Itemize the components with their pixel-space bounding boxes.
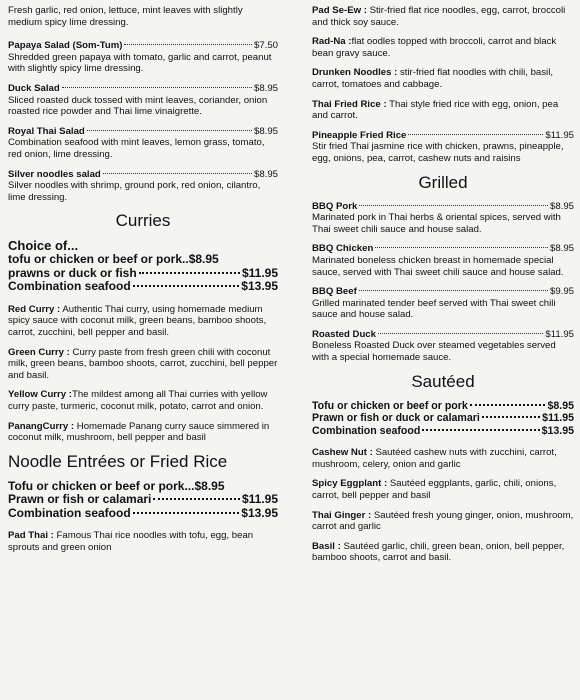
choice-text: Combination seafood	[312, 424, 421, 437]
choice-text: Tofu or chicken or beef or pork	[312, 399, 468, 412]
item-description: The mildest among all Thai curries with yellow curry paste, turmeric, coconut milk, potato, carrot and onion.	[8, 389, 268, 412]
section-title-curries: Curries	[115, 211, 171, 231]
choice-heading: Choice of...	[8, 238, 79, 254]
right-column	[312, 0, 574, 572]
item-name: Pad Se-Ew :	[312, 5, 367, 16]
item-name: Cashew Nut :	[312, 447, 373, 459]
item-name: Royal Thai Salad	[8, 125, 85, 137]
item-name: BBQ Chicken	[312, 243, 374, 255]
item-description: Sautéed fresh young ginger, onion, mushroom, carrot and garlic	[312, 509, 574, 533]
noodles-choices	[8, 480, 278, 521]
choice-price: $8.95	[547, 399, 574, 412]
item-name: Rad-Na :	[312, 36, 352, 48]
item-description: Sautéed eggplants, garlic, chili, onions, carrot, bell pepper and basil	[312, 478, 557, 501]
choice-text: Tofu or chicken or beef or pork...	[8, 478, 195, 493]
section-title-noodles: Noodle Entrées or Fried Rice	[8, 451, 228, 471]
menu-item-pineapple-fried-rice	[312, 130, 574, 165]
item-description: Boneless Roasted Duck over steamed vegetables served with a special homemade sauce.	[312, 340, 556, 364]
choice-text: prawns or duck or fish	[8, 265, 137, 280]
choice-price: $8.95	[194, 478, 225, 493]
item-name: Roasted Duck	[312, 328, 376, 340]
item-description: Marinated boneless chicken breast in homemade special sauce, served with Thai sweet chili sauce and house salad.	[312, 254, 564, 278]
item-description: Shredded green papaya with tomato, garlic and carrot, peanut with slightly spicy lime dressing.	[8, 51, 272, 75]
item-price: $8.95	[253, 82, 278, 94]
menu-item-bbq-pork	[312, 201, 574, 236]
choice-price: $11.95	[241, 492, 278, 507]
curries-choices	[8, 239, 278, 294]
menu-item-panang-curry	[8, 421, 278, 444]
item-description: Sliced roasted duck tossed with mint leaves, coriander, onion roasted rice powder and Thai lime vinaigrette.	[8, 94, 268, 118]
item-price: $11.95	[545, 328, 574, 340]
choice-price: $8.95	[188, 252, 219, 267]
item-name: Pad Thai :	[8, 530, 54, 542]
item-description: Sautéed cashew nuts with zucchini, carrot, mushroom, celery, onion and garlic	[312, 447, 557, 470]
choice-text: Combination seafood	[8, 505, 131, 520]
item-name: Yellow Curry :	[8, 389, 72, 401]
item-price: $8.95	[549, 243, 574, 255]
menu-item-roasted-duck	[312, 329, 574, 364]
item-name: Thai Ginger :	[312, 509, 372, 521]
left-column	[8, 0, 278, 561]
item-description: Combination seafood with mint leaves, lemon grass, tomato, red onion, lime dressing.	[8, 137, 265, 160]
menu-item-red-curry	[8, 304, 278, 339]
sauteed-choices	[312, 400, 574, 438]
choice-text: Prawn or fish or duck or calamari	[312, 412, 480, 425]
choice-text: tofu or chicken or beef or pork..	[8, 252, 189, 267]
choice-price: $11.95	[241, 265, 278, 280]
menu-item-drunken-noodles	[312, 67, 574, 90]
menu-item-royal-thai-salad	[8, 126, 278, 161]
item-description: Stir fried Thai jasmine rice with chicken, prawns, pineapple, egg, onions, pea, carrot, cashew nuts and raisins	[312, 141, 564, 164]
menu-item-pad-thai	[8, 530, 278, 553]
item-name: Spicy Eggplant :	[312, 478, 388, 490]
menu-item-spicy-eggplant	[312, 478, 574, 501]
item-price: $9.95	[549, 286, 574, 298]
item-name: PanangCurry :	[8, 420, 75, 432]
item-description: Grilled marinated tender beef served with Thai sweet chili sauce and house salad.	[312, 297, 556, 321]
item-name: Silver noodles salad	[8, 168, 101, 180]
item-name: BBQ Pork	[312, 200, 358, 212]
item-description: Silver noodles with shrimp, ground pork, red onion, cilantro, lime dressing.	[8, 180, 261, 203]
item-name: Pineapple Fried Rice	[312, 129, 407, 141]
item-name: Drunken Noodles :	[312, 67, 398, 79]
item-name: Basil :	[312, 540, 341, 552]
menu-item-rad-na	[312, 36, 574, 59]
item-name: Duck Salad	[8, 82, 60, 94]
item-price: $7.50	[253, 40, 278, 52]
item-name: Green Curry :	[8, 346, 70, 358]
menu-item-cashew-nut	[312, 447, 574, 470]
menu-item-silver-noodles-salad	[8, 169, 278, 204]
item-name: Thai Fried Rice :	[312, 98, 387, 110]
item-description: Sautéed garlic, chili, green bean, onion, bell pepper, bamboo shoots, carrot and basil.	[312, 540, 565, 564]
menu-item-papaya-salad	[8, 40, 278, 75]
choice-price: $13.95	[541, 424, 574, 437]
menu-item-bbq-chicken	[312, 243, 574, 278]
item-description: Thai style fried rice with egg, onion, pea and carrot.	[312, 98, 559, 122]
item-description: Authentic Thai curry, using homemade medium spicy sauce with coconut milk, green beans, bamboo shoots, carrot, zucchini, bell pepper and basil.	[8, 303, 267, 338]
section-title-grilled: Grilled	[418, 172, 468, 192]
top-description: Fresh garlic, red onion, lettuce, mint leaves with slightly medium spicy lime dressing.	[8, 5, 243, 28]
choice-price: $13.95	[241, 279, 278, 294]
item-name: Papaya Salad (Som-Tum)	[8, 40, 123, 52]
choice-price: $11.95	[542, 412, 574, 425]
choice-text: Prawn or fish or calamari	[8, 492, 152, 507]
menu-item-basil	[312, 541, 574, 564]
menu-item-yellow-curry	[8, 389, 278, 412]
item-description: Marinated pork in Thai herbs & oriental spices, served with Thai sweet chili sauce and house salad.	[312, 212, 561, 235]
item-price: $8.95	[549, 200, 574, 212]
menu-item-green-curry	[8, 347, 278, 382]
choice-price: $13.95	[241, 505, 278, 520]
menu-item-pad-se-ew	[312, 5, 574, 28]
item-name: BBQ Beef	[312, 286, 357, 298]
item-description: Homemade Panang curry sauce simmered in coconut milk, mushroom, bell pepper and basil	[8, 420, 270, 444]
item-description: Curry paste from fresh green chili with coconut milk, green beans, bamboo shoots, carrot, zucchini, bell pepper and basil.	[8, 346, 278, 381]
choice-text: Combination seafood	[8, 279, 131, 294]
menu-item-duck-salad	[8, 83, 278, 118]
menu-item-thai-fried-rice	[312, 99, 574, 122]
item-name: Red Curry :	[8, 303, 61, 315]
item-description: Famous Thai rice noodles with tofu, egg, bean sprouts and green onion	[8, 530, 254, 553]
item-description: stir-fried flat noodles with chili, basil, carrot, tomatoes and cabbage.	[312, 67, 553, 90]
item-description: flat oodles topped with broccoli, carrot and black bean gravy sauce.	[312, 36, 557, 59]
item-price: $8.95	[253, 168, 278, 180]
menu-item-bbq-beef	[312, 286, 574, 321]
section-title-sauteed: Sautéed	[411, 371, 475, 391]
item-description: Stir-fried flat rice noodles, egg, carrot, broccoli and thick soy sauce.	[312, 5, 566, 28]
item-price: $8.95	[253, 125, 278, 137]
menu-item-thai-ginger	[312, 510, 574, 533]
item-price: $11.95	[545, 129, 574, 141]
